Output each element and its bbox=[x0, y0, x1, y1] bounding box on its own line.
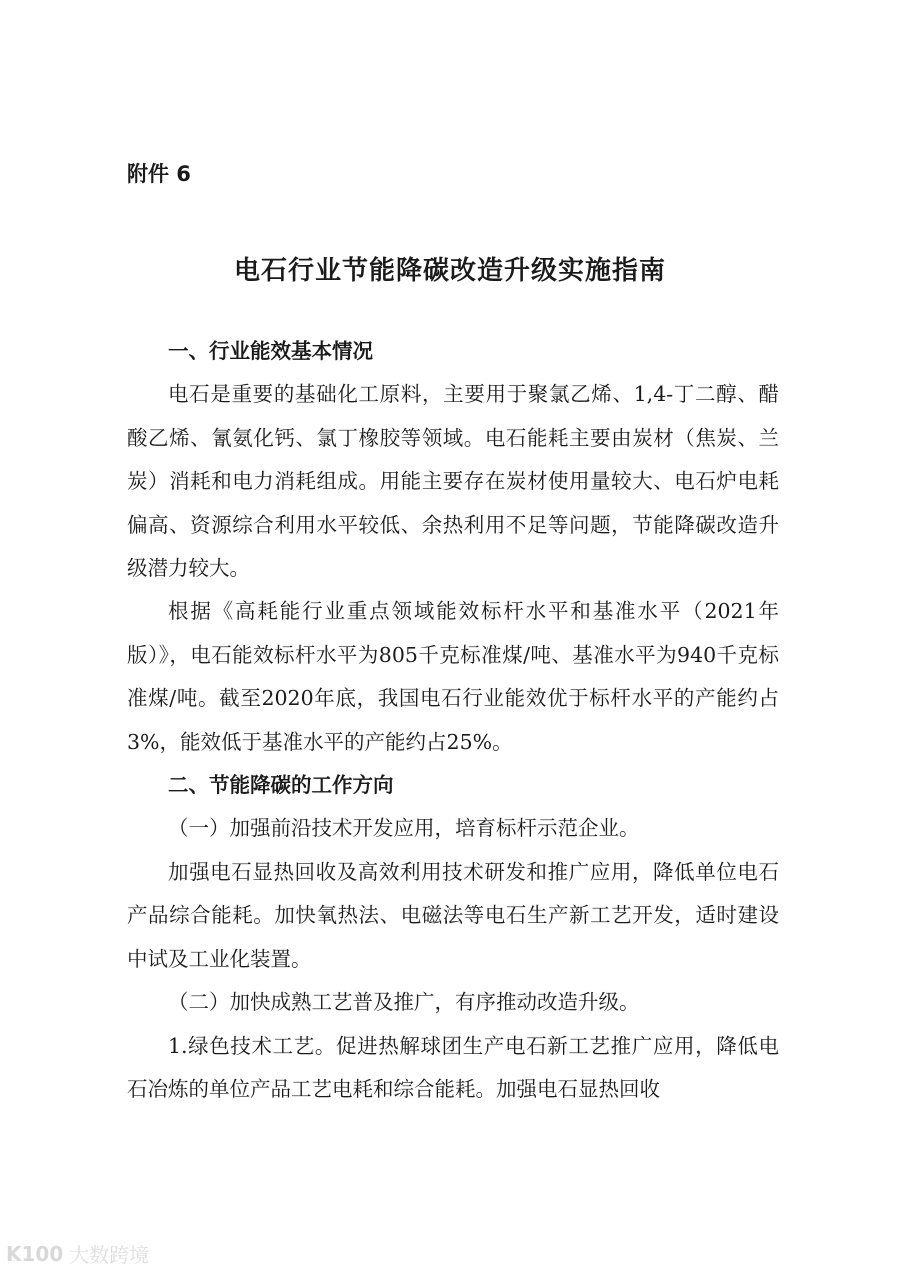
attachment-label: 附件 6 bbox=[127, 162, 191, 186]
section-heading-2: 二、节能降碳的工作方向 bbox=[168, 773, 394, 798]
document-body bbox=[127, 330, 779, 1111]
section-heading-1: 一、行业能效基本情况 bbox=[168, 339, 373, 363]
watermark-text: 大数跨境 bbox=[69, 1243, 150, 1267]
watermark bbox=[6, 1239, 149, 1268]
document-title: 电石行业节能降碳改造升级实施指南 bbox=[233, 256, 666, 286]
paragraph: 根据《高耗能行业重点领域能效标杆水平和基准水平（2021年版）》，电石能效标杆水平为805千克标准煤/吨、基准水平为940千克标准煤/吨。截至2020年底，我国电石行业能效优于标杆水平的产能约占3%，能效低于基准水平的产能约占25%。 bbox=[127, 599, 779, 754]
paragraph: 电石是重要的基础化工原料，主要用于聚氯乙烯、1,4-丁二醇、醋酸乙烯、氰氨化钙、氯丁橡胶等领域。电石能耗主要由炭材（焦炭、兰炭）消耗和电力消耗组成。用能主要存在炭材使用量较大、电石炉电耗偏高、资源综合利用水平较低、余热利用不足等问题，节能降碳改造升级潜力较大。 bbox=[127, 382, 779, 581]
paragraph: 加强电石显热回收及高效利用技术研发和推广应用，降低单位电石产品综合能耗。加快氧热法、电磁法等电石生产新工艺开发，适时建设中试及工业化装置。 bbox=[127, 859, 779, 971]
subheading: （二）加快成熟工艺普及推广，有序推动改造升级。 bbox=[168, 990, 640, 1015]
watermark-logo: K100 bbox=[6, 1241, 64, 1266]
paragraph: 1.绿色技术工艺。促进热解球团生产电石新工艺推广应用，降低电石冶炼的单位产品工艺电耗和综合能耗。加强电石显热回收 bbox=[127, 1033, 779, 1101]
subheading: （一）加强前沿技术开发应用，培育标杆示范企业。 bbox=[168, 816, 640, 841]
